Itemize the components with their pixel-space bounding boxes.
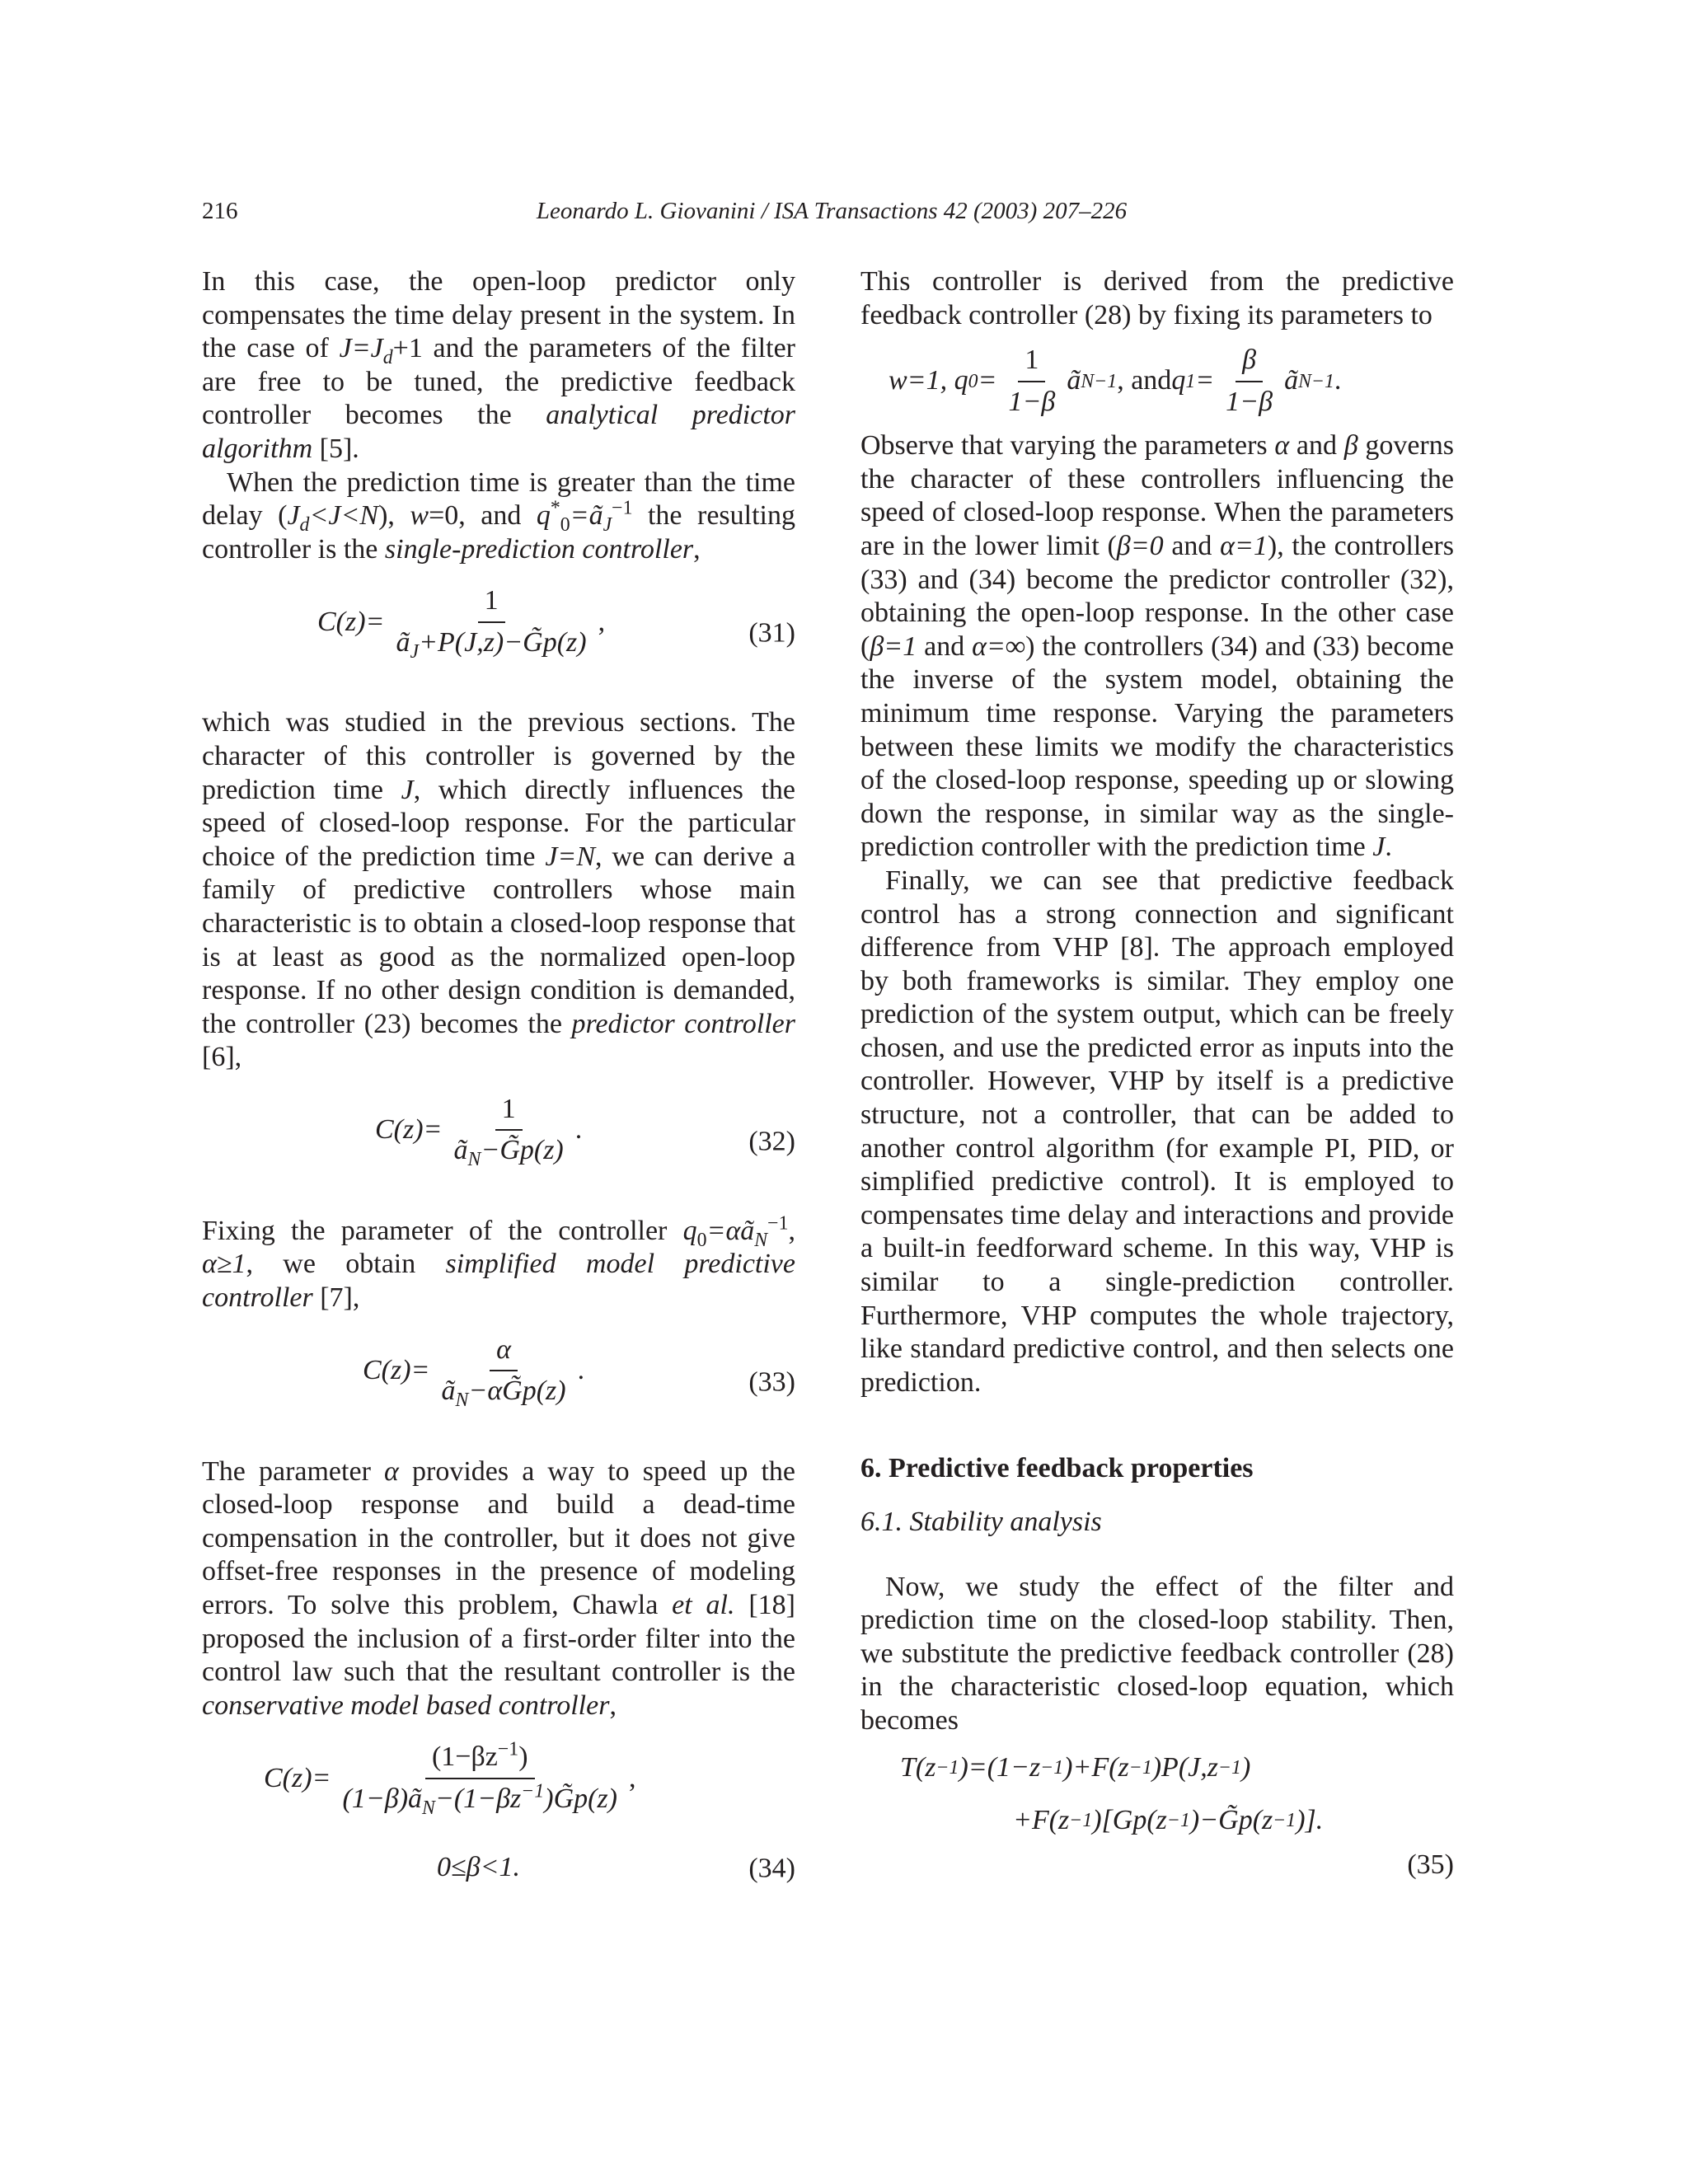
paragraph: The parameter α provides a way to speed up the closed-loop response and build a dead-time compensation in the controller, but it does not give offset-free responses in the presence of modeling errors. To solve this problem, Chawla et al. [18] proposed the inclusion of a first-order filter into the control law such that the resultant controller is the conservative model based controller,: [202, 1455, 795, 1721]
equation-31: C(z)= $\frac{1}{ã_J+P(J,z)-G̃p(z)}$ , (31): [317, 585, 795, 663]
paragraph: Observe that varying the parameters α and β governs the character of these controllers influencing the speed of closed-loop response. When the parameters are in the lower limit (β=0 and α=1), the controllers (33) and (34) become the predictor controller (32), obtaining the open-loop response. In the other case (β=1 and α=∞) the controllers (34) and (33) become the inverse of the system model, obtaining the minimum time response. Varying the parameters between these limits we modify the characteristics of the closed-loop response, speeding up or slowing down the response, in similar way as the single-prediction controller with the prediction time J.: [860, 430, 1454, 863]
paragraph: Fixing the parameter of the controller $q_0=\alpha ã_N^{-1}$, α≥1, we obtain simplified model predictive controller [7],: [202, 1212, 795, 1314]
page-number: 216: [202, 198, 238, 224]
section-heading: 6. Predictive feedback properties: [860, 1453, 1254, 1484]
equation-parameters: w=1, q 0 = $\frac{1}{1-\beta}$ ã N −1 , and q 1 = $\frac{\beta}{1-\beta}$ ã N −1 .: [889, 344, 1342, 417]
equation-number: (33): [748, 1366, 795, 1398]
paragraph: Now, we study the effect of the filter and prediction time on the closed-loop stability. Then, we substitute the predictive feedback controller (28) in the characteristic closed-loop equation, which becomes: [860, 1571, 1454, 1736]
equation-number: (32): [748, 1126, 795, 1157]
equation-number: (34): [748, 1854, 795, 1885]
equation-34-condition: 0≤β<1. (34): [202, 1851, 795, 1887]
subsection-heading: 6.1. Stability analysis: [860, 1507, 1102, 1537]
equation-33: C(z)= $\frac{\alpha}{ã_N-\alpha G̃p(z)}$ . (33): [363, 1333, 795, 1412]
running-header: [202, 198, 1461, 234]
left-column: [202, 265, 795, 1887]
equation-number: (31): [748, 618, 795, 649]
equation-35: T(z −1 )=(1−z −1 )+F(z −1 )P(J,z −1 ) +F(z −1 )[Gp(z −1 )−G̃p(z −1 )].: [900, 1751, 1324, 1835]
equation-32: C(z)= $\frac{1}{ã_N-G̃p(z)}$ . (32): [375, 1093, 795, 1171]
paragraph: Finally, we can see that predictive feedback control has a strong connection and significant difference from VHP [8]. The approach employed by both frameworks is similar. They employ one prediction of the system output, which can be freely chosen, and use the predicted error as inputs into the controller. However, VHP by itself is a predictive structure, not a controller, that can be added to another control algorithm (for example PI, PID, or simplified predictive control). It is employed to compensates time delay and interactions and provide a built-in feedforward scheme. In this way, VHP is similar to a single-prediction controller. Furthermore, VHP computes the whole trajectory, like standard predictive control, and then selects one prediction.: [860, 865, 1454, 1398]
paragraph: When the prediction time is greater than the time delay $(J_d<J<N)$, w=0, and $q^*_0=ã_J^{-1}$ the resulting controller is the single-prediction controller,: [202, 466, 795, 565]
equation-number: (35): [1407, 1849, 1454, 1880]
paragraph: which was studied in the previous sections. The character of this controller is governed by the prediction time J, which directly influences the speed of closed-loop response. For the particular choice of the prediction time J=N, we can derive a family of predictive controllers whose main characteristic is to obtain a closed-loop response that is at least as good as the normalized open-loop response. If no other design condition is demanded, the controller (23) becomes the predictor controller [6],: [202, 707, 795, 1073]
equation-34: C(z)= $\frac{(1-\beta z^{-1})}{(1-\beta)ã_N-(1-\beta z^{-1})G̃p(z)}$ ,: [264, 1739, 636, 1819]
paragraph: This controller is derived from the predictive feedback controller (28) by fixing its parameters to: [860, 266, 1454, 330]
paragraph: In this case, the open-loop predictor only compensates the time delay present in the system. In the case of $J=J_d+1$ and the parameters of the filter are free to be tuned, the predictive feedback controller becomes the analytical predictor algorithm [5].: [202, 266, 795, 464]
running-head: Leonardo L. Giovanini / ISA Transactions 42 (2003) 207–226: [536, 198, 1128, 224]
right-column: [860, 265, 1454, 1882]
